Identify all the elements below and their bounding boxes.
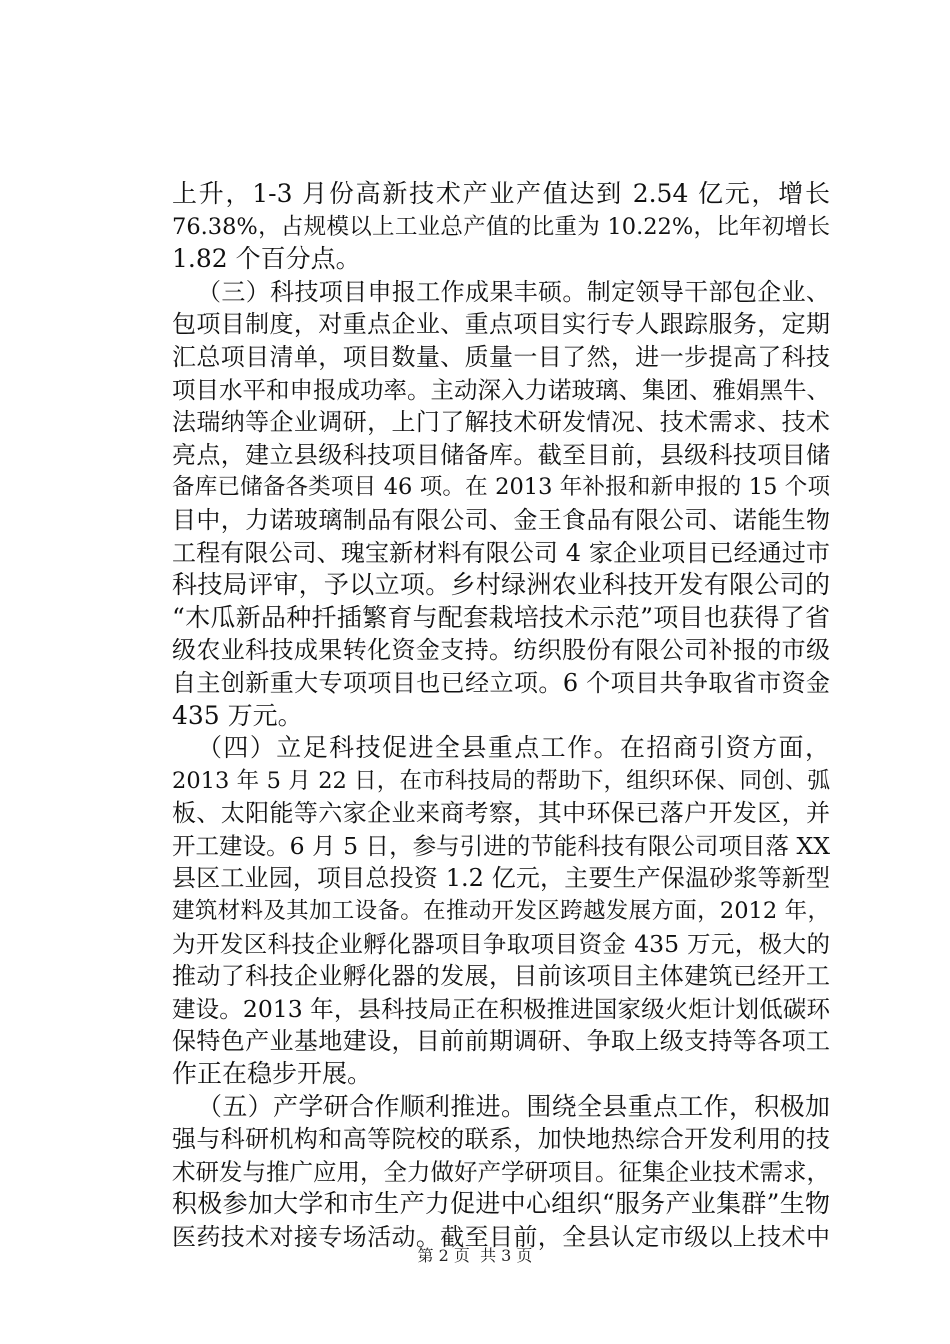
text-line: “木瓜新品种扦插繁育与配套栽培技术示范”项目也获得了省 (172, 602, 830, 632)
text-line: 保特色产业基地建设，目前前期调研、争取上级支持等各项工 (172, 1027, 830, 1056)
text-line: （五）产学研合作顺利推进。围绕全县重点工作，积极加 (197, 1091, 830, 1121)
document-body (172, 178, 830, 1254)
text-line: 积极参加大学和市生产力促进中心组织“服务产业集群”生物 (172, 1189, 830, 1219)
text-line: 法瑞纳等企业调研，上门了解技术研发情况、技术需求、技术 (172, 408, 830, 437)
text-line: 包项目制度，对重点企业、重点项目实行专人跟踪服务，定期 (172, 310, 830, 339)
text-line: 工程有限公司、瑰宝新材料有限公司 4 家企业项目已经通过市 (172, 538, 830, 567)
text-line: 医药技术对接专场活动。截至目前，全县认定市级以上技术中 (172, 1223, 830, 1251)
text-line: 亮点，建立县级科技项目储备库。截至目前，县级科技项目储 (172, 440, 830, 469)
text-line: 术研发与推广应用，全力做好产学研项目。征集企业技术需求， (172, 1157, 830, 1186)
text-line: 2013 年 5 月 22 日，在市科技局的帮助下，组织环保、同创、弧 (172, 767, 830, 794)
text-line: 作正在稳步开展。 (172, 1059, 373, 1089)
text-line: （四）立足科技促进全县重点工作。在招商引资方面， (197, 733, 830, 763)
text-line: 上升，1-3 月份高新技术产业产值达到 2.54 亿元，增长 (172, 179, 830, 208)
text-line: 级农业科技成果转化资金支持。纺织股份有限公司补报的市级 (172, 636, 830, 665)
text-line: 板、太阳能等六家企业来商考察，其中环保已落户开发区，并 (172, 799, 830, 828)
text-line: 推动了科技企业孵化器的发展，目前该项目主体建筑已经开工 (172, 962, 830, 991)
text-line: 建筑材料及其加工设备。在推动开发区跨越发展方面，2012 年， (172, 898, 830, 925)
text-line: 备库已储备各类项目 46 项。在 2013 年补报和新申报的 15 个项 (172, 474, 830, 501)
text-line: 1.82 个百分点。 (172, 244, 361, 274)
text-line: 目中，力诺玻璃制品有限公司、金王食品有限公司、诺能生物 (172, 505, 830, 534)
text-line: 县区工业园，项目总投资 1.2 亿元，主要生产保温砂浆等新型 (172, 864, 830, 893)
text-line: 项目水平和申报成功率。主动深入力诺玻璃、集团、雅娟黑牛、 (172, 375, 830, 404)
text-line: （三）科技项目申报工作成果丰硕。制定领导干部包企业、 (197, 277, 830, 306)
text-line: 强与科研机构和高等院校的联系，加快地热综合开发利用的技 (172, 1125, 830, 1154)
text-line: 为开发区科技企业孵化器项目争取项目资金 435 万元，极大的 (172, 929, 830, 958)
text-line: 建设。2013 年，县科技局正在积极推进国家级火炬计划低碳环 (172, 994, 830, 1023)
text-line: 435 万元。 (172, 700, 303, 730)
text-line: 76.38%，占规模以上工业总产值的比重为 10.22%，比年初增长 (172, 213, 830, 240)
text-line: 自主创新重大专项项目也已经立项。6 个项目共争取省市资金 (172, 668, 830, 697)
text-line: 汇总项目清单，项目数量、质量一目了然，进一步提高了科技 (172, 342, 830, 371)
text-line: 开工建设。6 月 5 日，参与引进的节能科技有限公司项目落 XX (172, 831, 830, 860)
text-line: 科技局评审，予以立项。乡村绿洲农业科技开发有限公司的 (172, 570, 830, 600)
page-number-footer: 第 2 页 共 3 页 (417, 1246, 533, 1265)
